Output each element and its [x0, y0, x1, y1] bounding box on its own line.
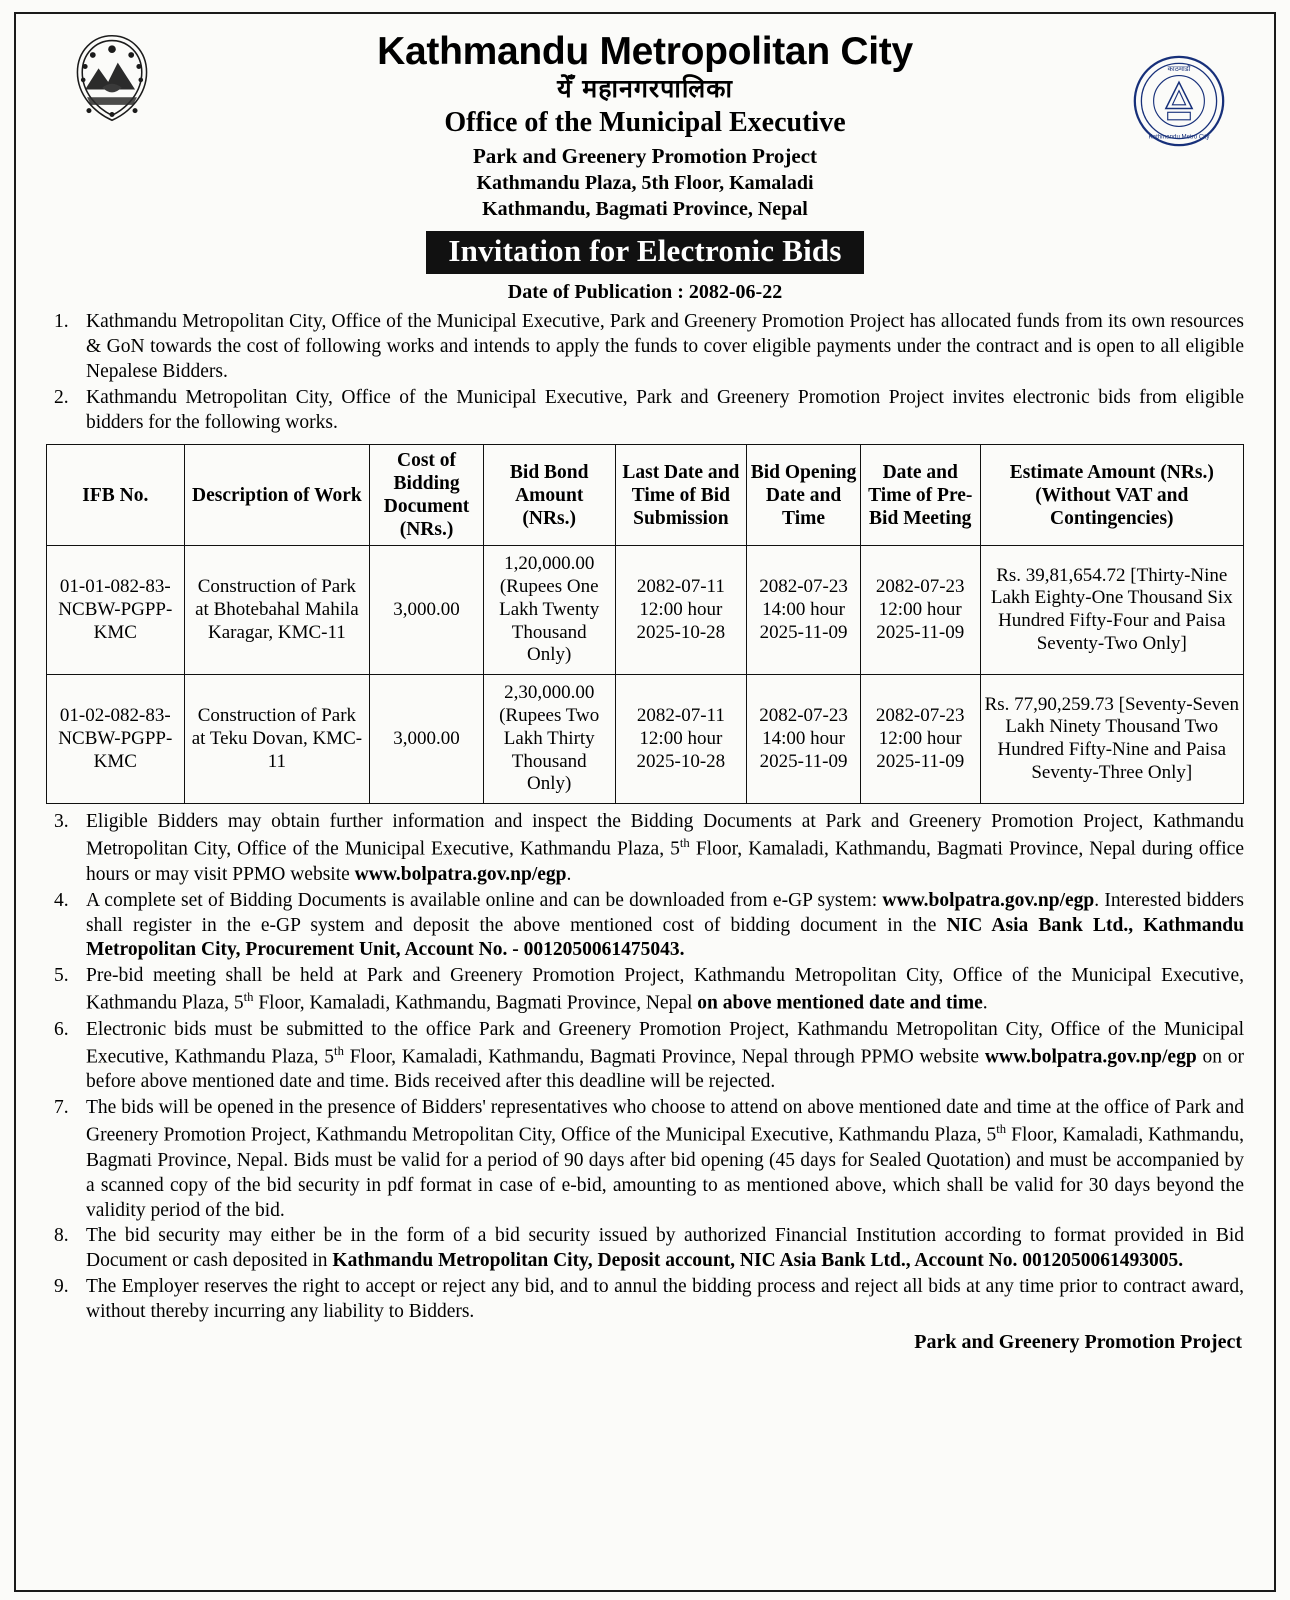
clause-4-text-b: . Interested bidders shall register in the e-GP system and deposit the above mentioned cost of bidding document in the — [86, 889, 1244, 936]
clause-5-text-c: . — [982, 992, 988, 1014]
clause-7-number: 7. — [54, 1097, 69, 1119]
clause-7-text-a: The bids will be opened in the presence of Bidders' representatives who choose to attend on above mentioned date and time at the office of Park and Greenery Promotion Project, Kathmandu Metropolitan City, Office of the Municipal Executive, Kathmandu Plaza, 5 — [86, 1097, 1244, 1146]
cell-pre-bid: 2082-07-23 12:00 hour 2025-11-09 — [860, 675, 980, 804]
clause-1-text: Kathmandu Metropolitan City, Office of the Municipal Executive, Park and Greenery Promotion Project has allocated funds from its own resources & GoN towards the cost of following works and intends to apply the funds to cover eligible payments under the contract and is open to all eligible Nepalese Bidders. — [86, 311, 1244, 383]
table-row — [47, 675, 1244, 804]
column-header-last-date-time: Last Date and Time of Bid Submission — [615, 445, 747, 546]
clause-3-ppmo-website: www.bolpatra.gov.np/egp — [354, 863, 567, 885]
clause-8 — [46, 1224, 1244, 1274]
cell-cost: 3,000.00 — [370, 546, 484, 675]
clause-7-sup: th — [996, 1122, 1007, 1137]
clause-8-text-a: The bid security may either be in the form of a bid security issued by authorized Financial Institution according to format provided in Bid Document or cash deposited in — [86, 1225, 1244, 1272]
clause-3-text-c: . — [566, 863, 572, 885]
table-header-row — [47, 445, 1244, 546]
clause-7 — [46, 1096, 1244, 1223]
clause-8-number: 8. — [54, 1225, 69, 1247]
notice-banner-wrap — [46, 231, 1244, 274]
clause-6-text-a: Electronic bids must be submitted to the office Park and Greenery Promotion Project, Kathmandu Metropolitan City, Office of the Municipal Executive, Kathmandu Plaza, 5 — [86, 1018, 1244, 1068]
clause-6-text-b: Floor, Kamaladi, Kathmandu, Bagmati Province, Nepal through PPMO website — [343, 1046, 985, 1068]
cell-estimate-amount: Rs. 39,81,654.72 [Thirty-Nine Lakh Eighty-One Thousand Six Hundred Fifty-Four and Paisa Seventy-Two Only] — [980, 546, 1243, 675]
cell-ifb-no: 01-02-082-83-NCBW-PGPP-KMC — [47, 675, 185, 804]
cell-last-date: 2082-07-11 12:00 hour 2025-10-28 — [615, 546, 747, 675]
cell-cost: 3,000.00 — [370, 675, 484, 804]
clause-1-number: 1. — [54, 311, 69, 333]
column-header-estimate-amount: Estimate Amount (NRs.) (Without VAT and Contingencies) — [980, 445, 1243, 546]
cell-estimate-amount: Rs. 77,90,259.73 [Seventy-Seven Lakh Ninety Thousand Two Hundred Fifty-Nine and Paisa Seventy-Three Only] — [980, 675, 1243, 804]
svg-text:काठमाडौं: काठमाडौं — [1167, 63, 1191, 73]
clause-1 — [46, 310, 1244, 385]
column-header-ifb-no: IFB No. — [47, 445, 185, 546]
clause-6-number: 6. — [54, 1018, 69, 1040]
clause-5-sup: th — [243, 990, 254, 1005]
clause-4-text-a: A complete set of Bidding Documents is available online and can be downloaded from e-GP system: — [86, 889, 883, 911]
clause-5-text-a: Pre-bid meeting shall be held at Park and Greenery Promotion Project, Kathmandu Metropolitan City, Office of the Municipal Executive, Kathmandu Plaza, 5 — [86, 965, 1244, 1014]
cell-description: Construction of Park at Bhotebahal Mahila Karagar, KMC-11 — [184, 546, 370, 675]
table-row — [47, 546, 1244, 675]
cell-bid-bond: 1,20,000.00 (Rupees One Lakh Twenty Thousand Only) — [483, 546, 615, 675]
publication-date: Date of Publication : 2082-06-22 — [507, 281, 783, 304]
column-header-bid-bond-amount: Bid Bond Amount (NRs.) — [483, 445, 615, 546]
cell-last-date: 2082-07-11 12:00 hour 2025-10-28 — [615, 675, 747, 804]
clause-5-text-b: Floor, Kamaladi, Kathmandu, Bagmati Province, Nepal — [253, 992, 698, 1014]
cell-bid-bond: 2,30,000.00 (Rupees Two Lakh Thirty Thousand Only) — [483, 675, 615, 804]
clause-5-number: 5. — [54, 965, 69, 987]
nepal-government-emblem — [64, 30, 160, 126]
column-header-bid-opening: Bid Opening Date and Time — [747, 445, 861, 546]
cell-ifb-no: 01-01-082-83-NCBW-PGPP-KMC — [47, 546, 185, 675]
document-header — [46, 24, 1244, 304]
clause-6-ppmo-website: www.bolpatra.gov.np/egp — [984, 1046, 1197, 1068]
svg-text:Kathmandu Metro City: Kathmandu Metro City — [1148, 133, 1210, 141]
clause-3-number: 3. — [54, 811, 69, 833]
page-title: Kathmandu Metropolitan City — [377, 30, 913, 73]
cell-pre-bid: 2082-07-23 12:00 hour 2025-11-09 — [860, 546, 980, 675]
clause-5 — [46, 964, 1244, 1016]
column-header-pre-bid-meeting: Date and Time of Pre-Bid Meeting — [860, 445, 980, 546]
clause-3-sup: th — [679, 836, 690, 851]
cell-bid-opening: 2082-07-23 14:00 hour 2025-11-09 — [747, 546, 861, 675]
address-line-1: Kathmandu Plaza, 5th Floor, Kamaladi — [476, 172, 814, 195]
clause-2-number: 2. — [54, 387, 69, 409]
signature-line: Park and Greenery Promotion Project — [914, 1331, 1242, 1354]
clause-3 — [46, 810, 1244, 887]
address-line-2: Kathmandu, Bagmati Province, Nepal — [482, 198, 808, 221]
clause-6 — [46, 1018, 1244, 1095]
clause-3-text-a: Eligible Bidders may obtain further information and inspect the Bidding Documents at Park and Greenery Promotion Project, Kathmandu Metropolitan City, Office of the Municipal Executive, Kathmandu Plaza, 5 — [86, 811, 1244, 860]
kathmandu-metropolitan-city-seal — [1132, 54, 1226, 148]
clause-list-bottom — [46, 810, 1244, 1325]
office-name: Office of the Municipal Executive — [444, 107, 846, 139]
clause-9-text: The Employer reserves the right to accept or reject any bid, and to annul the bidding process and reject all bids at any time prior to contract award, without thereby incurring any liability to Bidders. — [86, 1276, 1244, 1323]
clause-9 — [46, 1275, 1244, 1325]
clause-6-text-c: on or before above mentioned date and time. Bids received after this deadline will be rejected. — [86, 1046, 1245, 1093]
column-header-description: Description of Work — [184, 445, 370, 546]
clause-list-top — [46, 310, 1244, 436]
clause-5-emphasis: on above mentioned date and time — [697, 992, 983, 1014]
cell-description: Construction of Park at Teku Dovan, KMC-11 — [184, 675, 370, 804]
bids-table — [46, 444, 1244, 804]
clause-2 — [46, 386, 1244, 436]
clause-4-egp-website: www.bolpatra.gov.np/egp — [882, 889, 1095, 911]
clause-7-text-b: Floor, Kamaladi, Kathmandu, Bagmati Province, Nepal. Bids must be valid for a period of 90 days after bid opening (45 days for Sealed Quotation) and must be accompanied by a scanned copy of the bid security in pdf format in case of e-bid, amounting to as mentioned above, which shall be valid for 30 days beyond the validity period of the bid. — [86, 1124, 1244, 1221]
project-name: Park and Greenery Promotion Project — [472, 144, 818, 169]
clause-4 — [46, 889, 1244, 964]
column-header-cost-of-bidding-document: Cost of Bidding Document (NRs.) — [370, 445, 484, 546]
clause-3-text-b: Floor, Kamaladi, Kathmandu, Bagmati Province, Nepal during office hours or may visit PPMO website — [86, 838, 1244, 885]
cell-bid-opening: 2082-07-23 14:00 hour 2025-11-09 — [747, 675, 861, 804]
page-title-nepali: येँ महानगरपालिका — [557, 73, 733, 103]
notice-banner: Invitation for Electronic Bids — [426, 231, 863, 274]
clause-6-sup: th — [334, 1043, 344, 1058]
clause-9-number: 9. — [54, 1276, 69, 1298]
clause-8-deposit-account: Kathmandu Metropolitan City, Deposit account, NIC Asia Bank Ltd., Account No. 0012050061493005. — [332, 1250, 1184, 1272]
clause-2-text: Kathmandu Metropolitan City, Office of the Municipal Executive, Park and Greenery Promotion Project invites electronic bids from eligible bidders for the following works. — [86, 387, 1244, 434]
clause-4-number: 4. — [54, 889, 69, 911]
clause-4-bank-account: NIC Asia Bank Ltd., Kathmandu Metropolitan City, Procurement Unit, Account No. - 0012050061475043. — [86, 914, 1244, 961]
